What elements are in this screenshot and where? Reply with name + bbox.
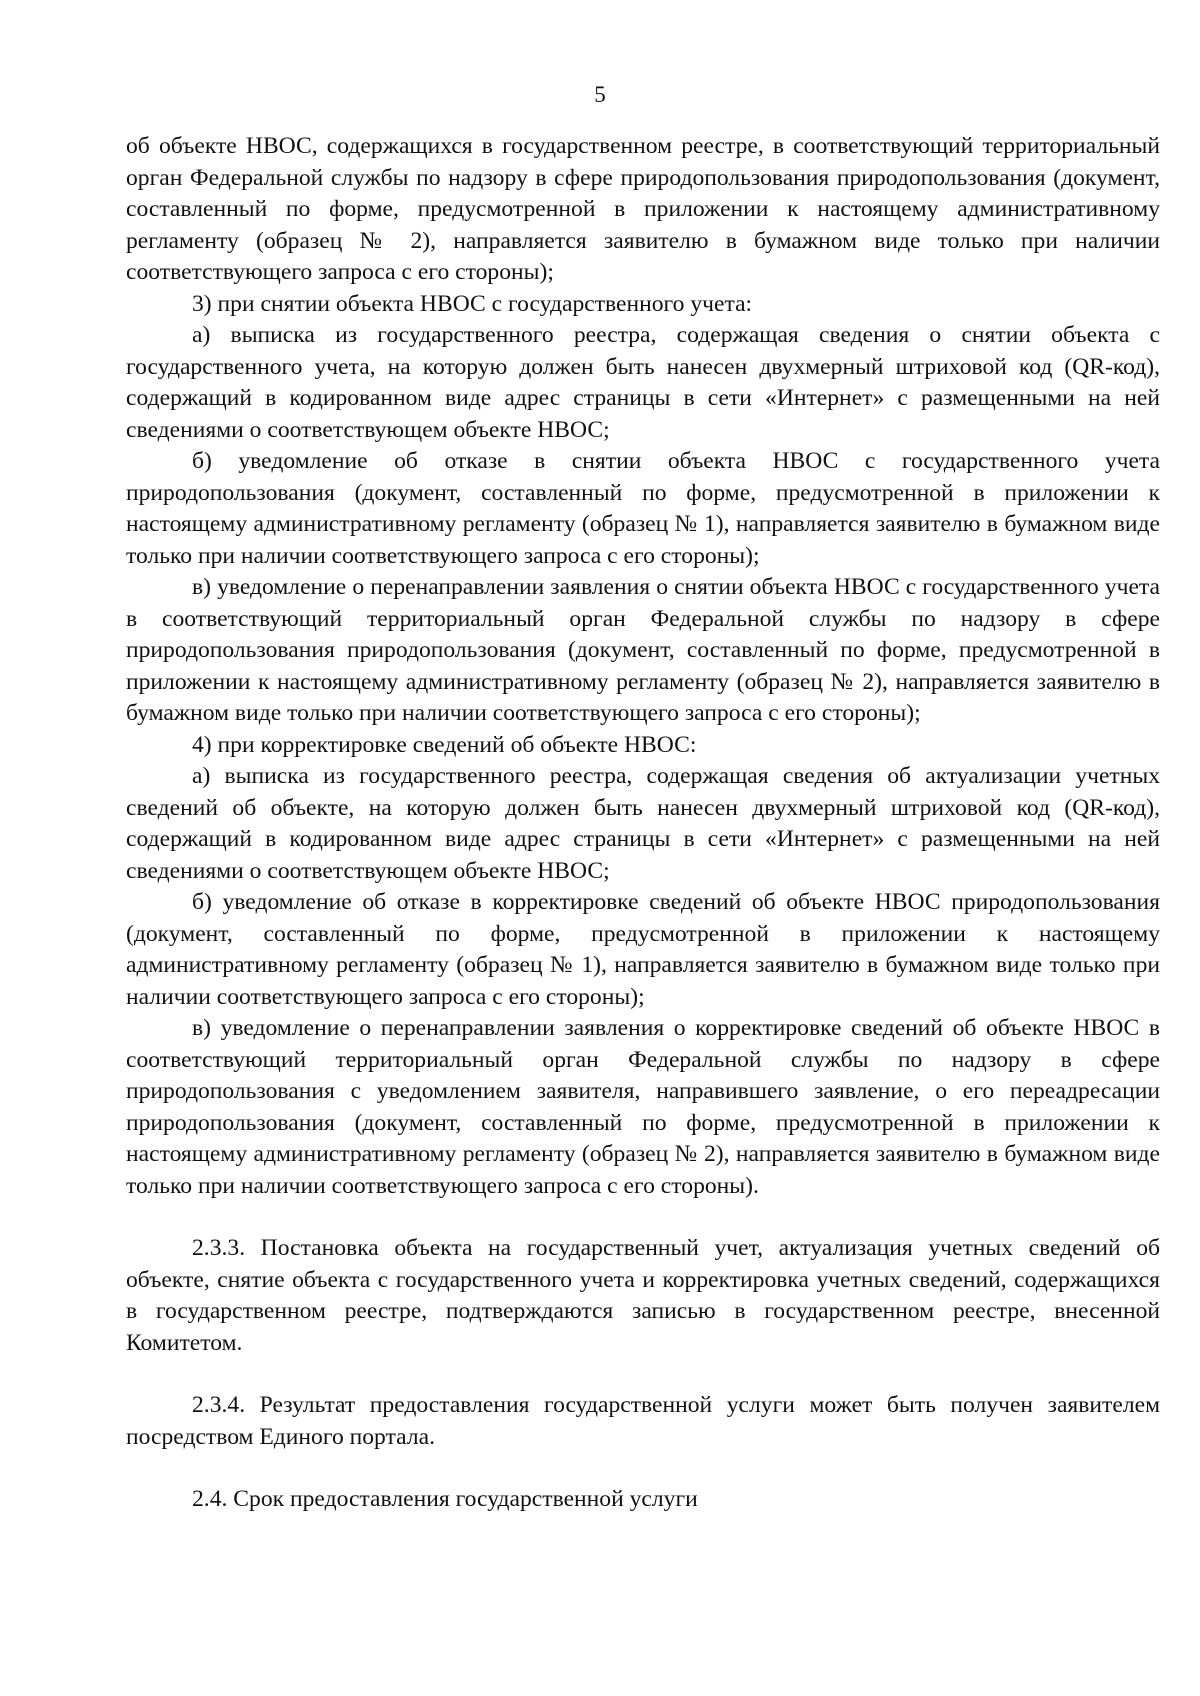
paragraph-item-3b: б) уведомление об отказе в снятии объекта НВОС с государственного учета природопользования (документ, составленный по форме, предусмотренной в приложении к настоящему административному регламенту (образец № 1), направляется заявителю в бумажном виде только при наличии соответствующего запроса с его стороны); [126, 448, 1160, 569]
paragraph-continuation: об объекте НВОС, содержащихся в государственном реестре, в соответствующий территориальный орган Федеральной службы по надзору в сфере природопользования природопользования (документ, составленный по форме, предусмотренной в приложении к настоящему административному регламенту (образец № 2), направляется заявителю в бумажном виде только при наличии соответствующего запроса с его стороны); [126, 133, 1160, 285]
paragraph-item-3v: в) уведомление о перенаправлении заявления о снятии объекта НВОС с государственного учета в соответствующий территориальный орган Федеральной службы по надзору в сфере природопользования природопользования (документ, составленный по форме, предусмотренной в приложении к настоящему административному регламенту (образец № 2), направляется заявителю в бумажном виде только при наличии соответствующего запроса с его стороны); [126, 574, 1160, 726]
paragraph-section-2-3-3: 2.3.3. Постановка объекта на государственный учет, актуализация учетных сведений об объекте, снятие объекта с государственного учета и корректировка учетных сведений, содержащихся в государственном реестре, подтверждаются записью в государственном реестре, внесенной Комитетом. [126, 1235, 1160, 1356]
paragraph-item-3: 3) при снятии объекта НВОС с государственного учета: [192, 290, 753, 317]
section-heading-2-4: 2.4. Срок предоставления государственной услуги [192, 1486, 698, 1512]
document-body [126, 131, 1160, 1516]
paragraph-section-2-3-4: 2.3.4. Результат предоставления государственной услуги может быть получен заявителем посредством Единого портала. [126, 1392, 1160, 1450]
page-number: 5 [594, 82, 606, 107]
paragraph-item-4b: б) уведомление об отказе в корректировке сведений об объекте НВОС природопользования (документ, составленный по форме, предусмотренной в приложении к настоящему административному регламенту (образец № 1), направляется заявителю в бумажном виде только при наличии соответствующего запроса с его стороны); [126, 889, 1160, 1010]
paragraph-item-4v: в) уведомление о перенаправлении заявления о корректировке сведений об объекте НВОС в соответствующий территориальный орган Федеральной службы по надзору в сфере природопользования с уведомлением заявителя, направившего заявление, о его переадресации природопользования (документ, составленный по форме, предусмотренной в приложении к настоящему административному регламенту (образец № 2), направляется заявителю в бумажном виде только при наличии соответствующего запроса с его стороны). [126, 1015, 1160, 1199]
paragraph-item-4: 4) при корректировке сведений об объекте НВОС: [192, 731, 697, 758]
paragraph-item-4a: а) выписка из государственного реестра, содержащая сведения об актуализации учетных сведений об объекте, на которую должен быть нанесен двухмерный штриховой код (QR-код), содержащий в кодированном виде адрес страницы в сети «Интернет» с размещенными на ней сведениями о соответствующем объекте НВОС; [126, 763, 1160, 884]
paragraph-item-3a: а) выписка из государственного реестра, содержащая сведения о снятии объекта с государственного учета, на которую должен быть нанесен двухмерный штриховой код (QR-код), содержащий в кодированном виде адрес страницы в сети «Интернет» с размещенными на ней сведениями о соответствующем объекте НВОС; [126, 322, 1160, 443]
